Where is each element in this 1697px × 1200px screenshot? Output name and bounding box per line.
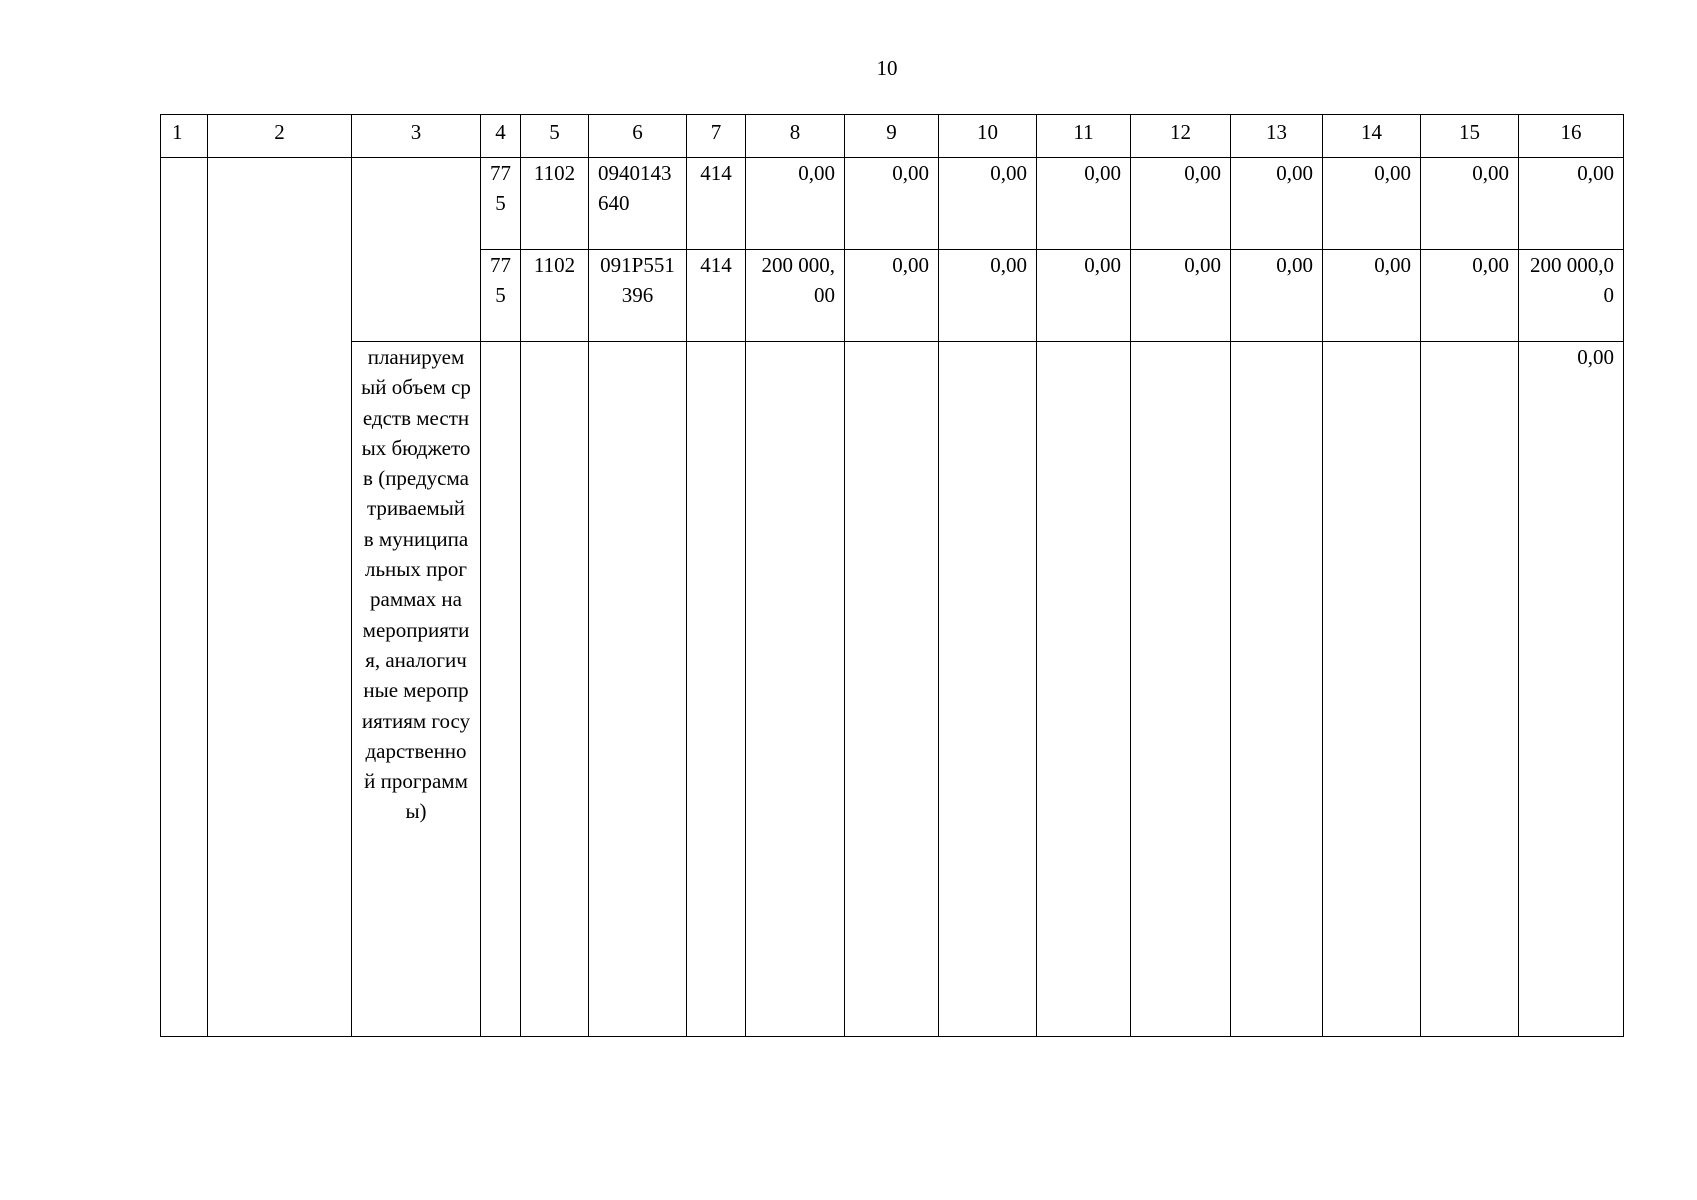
cell-empty xyxy=(1323,342,1421,1037)
cell-value-col-15: 0,00 xyxy=(1421,158,1519,250)
col-header-11: 11 xyxy=(1037,115,1131,158)
cell-total: 0,00 xyxy=(1519,342,1624,1037)
col-header-3: 3 xyxy=(352,115,481,158)
cell-value-col-14: 0,00 xyxy=(1323,158,1421,250)
cell-value-col-14: 0,00 xyxy=(1323,250,1421,342)
cell-value-col-12: 0,00 xyxy=(1131,250,1231,342)
cell-value-col-9: 0,00 xyxy=(845,250,939,342)
cell-empty xyxy=(1421,342,1519,1037)
cell-grbs: 775 xyxy=(481,158,521,250)
cell-rz-pr: 1102 xyxy=(521,158,589,250)
cell-rz-pr: 1102 xyxy=(521,250,589,342)
col-header-15: 15 xyxy=(1421,115,1519,158)
cell-total: 0,00 xyxy=(1519,158,1624,250)
page-number: 10 xyxy=(876,56,898,80)
cell-total: 200 000,00 xyxy=(1519,250,1624,342)
cell-value-col-9: 0,00 xyxy=(845,158,939,250)
cell-empty xyxy=(589,342,687,1037)
cell-empty xyxy=(845,342,939,1037)
cell-value-col-12: 0,00 xyxy=(1131,158,1231,250)
cell-value-col-13: 0,00 xyxy=(1231,250,1323,342)
col-header-2: 2 xyxy=(208,115,352,158)
col-header-4: 4 xyxy=(481,115,521,158)
cell-value-col-10: 0,00 xyxy=(939,250,1037,342)
cell-empty xyxy=(939,342,1037,1037)
cell-value-col-11: 0,00 xyxy=(1037,158,1131,250)
cell-empty xyxy=(1037,342,1131,1037)
cell-empty xyxy=(481,342,521,1037)
cell-empty xyxy=(746,342,845,1037)
col-header-10: 10 xyxy=(939,115,1037,158)
col-header-16: 16 xyxy=(1519,115,1624,158)
col-header-9: 9 xyxy=(845,115,939,158)
col-header-8: 8 xyxy=(746,115,845,158)
col-header-12: 12 xyxy=(1131,115,1231,158)
cell-funding-source-label: планируемый объем средств местных бюджетов (предусматриваемый в муниципальных программах на мероприятия, аналогичные мероприятиям государственной программы) xyxy=(352,342,481,1037)
cell-empty xyxy=(687,342,746,1037)
cell-source xyxy=(352,158,481,342)
cell-empty xyxy=(1131,342,1231,1037)
header-row xyxy=(161,115,1624,158)
cell-value-col-15: 0,00 xyxy=(1421,250,1519,342)
cell-vr: 414 xyxy=(687,158,746,250)
col-header-6: 6 xyxy=(589,115,687,158)
cell-value-col-8: 0,00 xyxy=(746,158,845,250)
col-header-14: 14 xyxy=(1323,115,1421,158)
cell-value-col-13: 0,00 xyxy=(1231,158,1323,250)
col-header-7: 7 xyxy=(687,115,746,158)
cell-csr: 0940143640 xyxy=(589,158,687,250)
cell-value-col-8: 200 000,00 xyxy=(746,250,845,342)
cell-number xyxy=(161,158,208,1037)
cell-empty xyxy=(521,342,589,1037)
cell-grbs: 775 xyxy=(481,250,521,342)
budget-table xyxy=(160,114,1624,1037)
table-row xyxy=(161,158,1624,250)
table-row-local-budgets xyxy=(161,342,1624,1037)
col-header-13: 13 xyxy=(1231,115,1323,158)
cell-value-col-11: 0,00 xyxy=(1037,250,1131,342)
cell-value-col-10: 0,00 xyxy=(939,158,1037,250)
cell-empty xyxy=(1231,342,1323,1037)
cell-vr: 414 xyxy=(687,250,746,342)
col-header-5: 5 xyxy=(521,115,589,158)
cell-measure-name xyxy=(208,158,352,1037)
col-header-1: 1 xyxy=(161,115,208,158)
cell-csr: 091P551396 xyxy=(589,250,687,342)
